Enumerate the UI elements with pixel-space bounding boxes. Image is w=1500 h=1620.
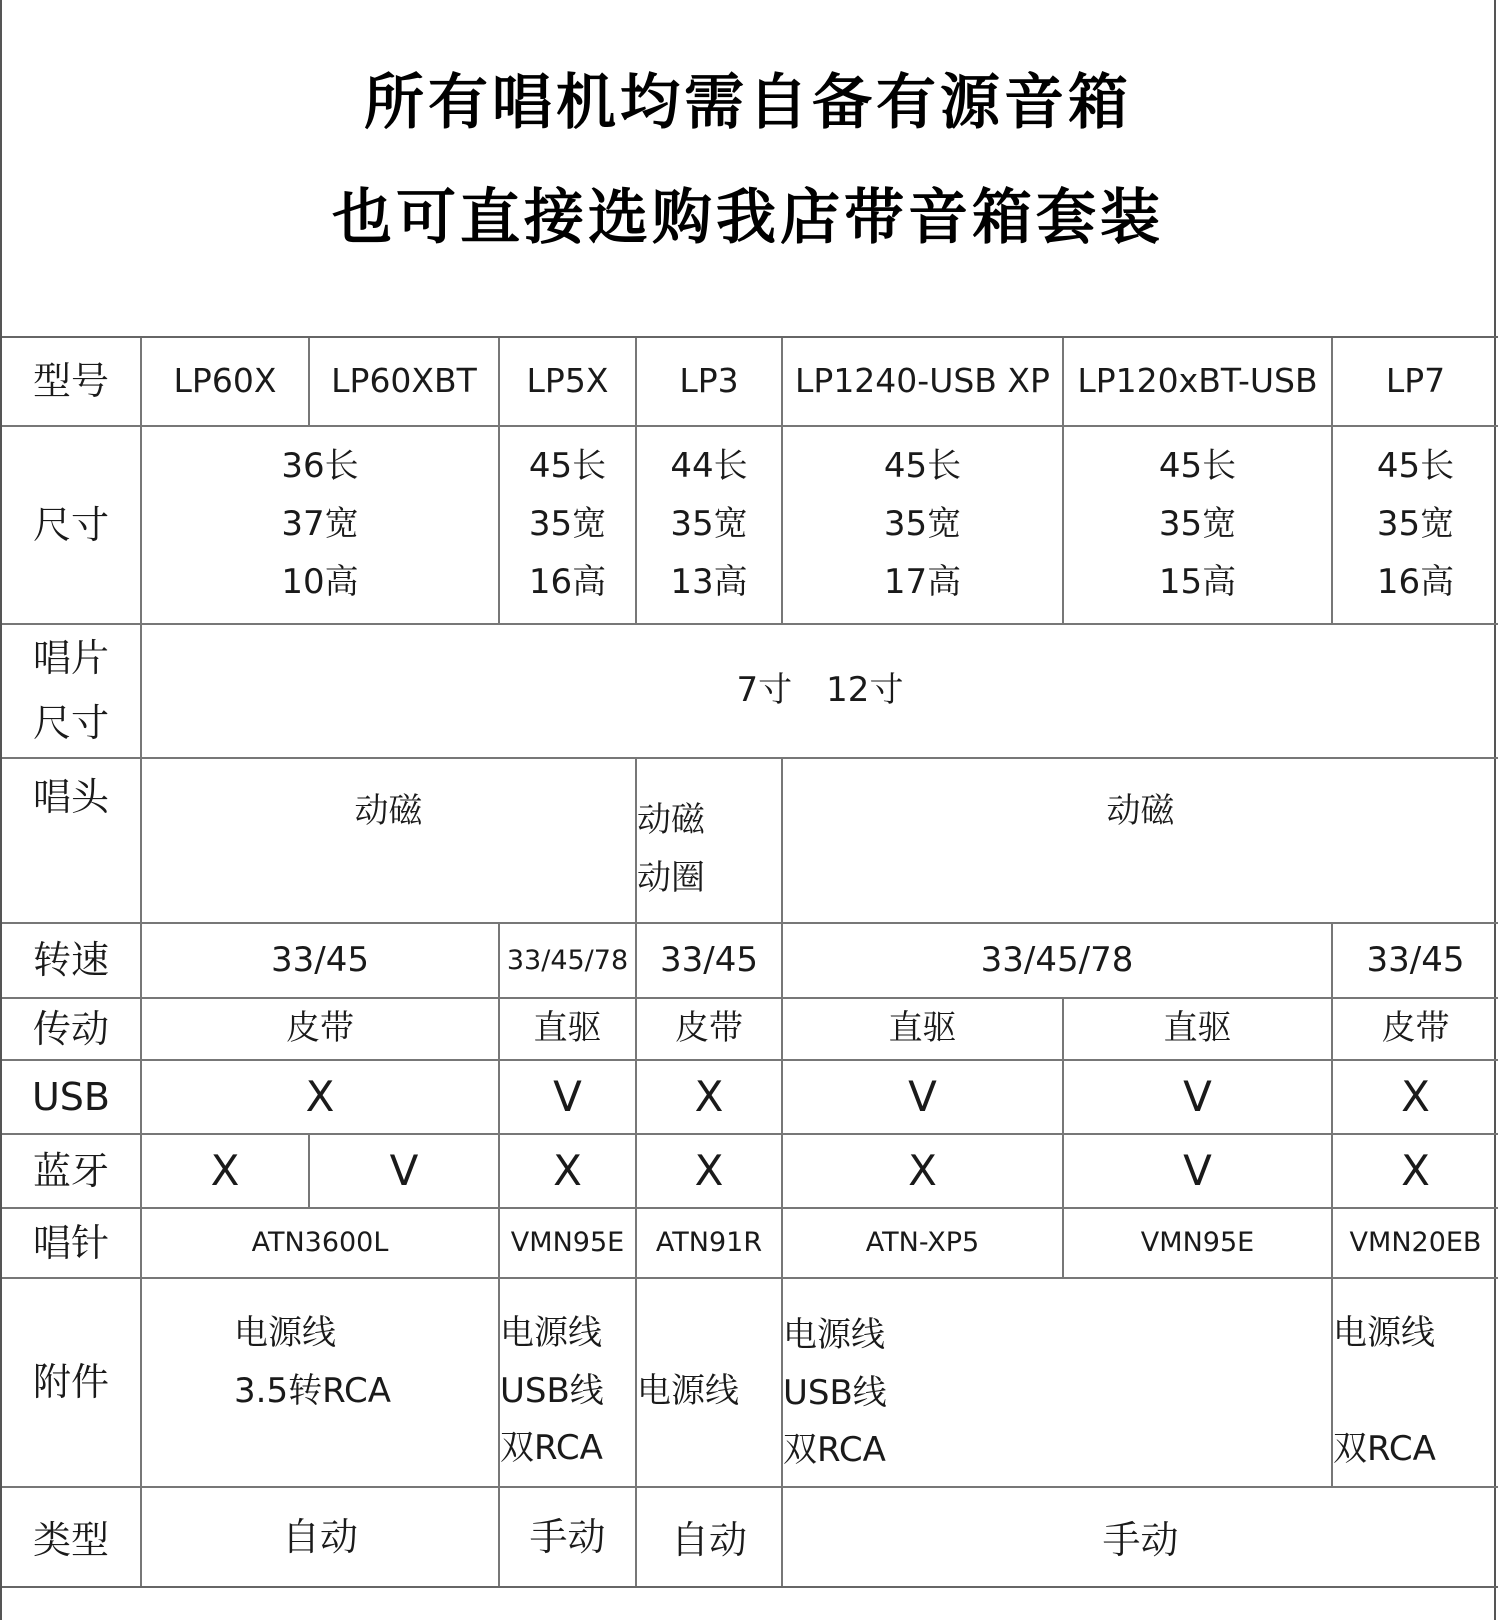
size-cell: 45长 35宽 16高 [500, 427, 637, 625]
bluetooth-cell: V [1064, 1135, 1333, 1209]
speed-cell: 33/45 [1333, 924, 1498, 999]
size-cell: 44长 35宽 13高 [637, 427, 783, 625]
label-stylus: 唱针 [2, 1209, 142, 1279]
stylus-cell: ATN-XP5 [783, 1209, 1064, 1279]
usb-cell: V [783, 1061, 1064, 1135]
speed-cell: 33/45/78 [500, 924, 637, 999]
speed-cell: 33/45 [637, 924, 783, 999]
drive-cell: 直驱 [500, 999, 637, 1061]
label-accessories: 附件 [2, 1279, 142, 1488]
stylus-cell: VMN95E [500, 1209, 637, 1279]
size-cell: 45长 35宽 17高 [783, 427, 1064, 625]
record-size-cell: 7寸 12寸 [142, 625, 1498, 759]
type-cell: 自动 [637, 1488, 783, 1586]
label-size: 尺寸 [2, 427, 142, 625]
type-cell: 手动 [500, 1488, 637, 1586]
bluetooth-cell: X [637, 1135, 783, 1209]
cartridge-cell: 动磁 动圈 [637, 759, 783, 924]
cartridge-cell: 动磁 [142, 759, 637, 924]
stylus-cell: ATN3600L [142, 1209, 500, 1279]
speed-cell: 33/45 [142, 924, 500, 999]
label-drive: 传动 [2, 999, 142, 1061]
accessories-cell: 电源线 USB线 双RCA [783, 1279, 1333, 1488]
drive-cell: 皮带 [1333, 999, 1498, 1061]
model-cell: LP60X [142, 338, 310, 427]
usb-cell: X [142, 1061, 500, 1135]
label-record-size: 唱片 尺寸 [2, 625, 142, 759]
bluetooth-cell: X [142, 1135, 310, 1209]
headline-line-1: 所有唱机均需自备有源音箱 [364, 68, 1132, 138]
drive-cell: 直驱 [1064, 999, 1333, 1061]
accessories-cell: 电源线 3.5转RCA [142, 1279, 500, 1488]
label-bluetooth: 蓝牙 [2, 1135, 142, 1209]
stylus-cell: VMN20EB [1333, 1209, 1498, 1279]
spec-table [2, 336, 1498, 1588]
label-usb: USB [2, 1061, 142, 1135]
bluetooth-cell: X [783, 1135, 1064, 1209]
bluetooth-cell: V [310, 1135, 500, 1209]
label-model: 型号 [2, 338, 142, 427]
model-cell: LP120xBT-USB [1064, 338, 1333, 427]
label-cartridge: 唱头 [2, 759, 142, 924]
headline-line-2: 也可直接选购我店带音箱套装 [332, 183, 1164, 253]
drive-cell: 皮带 [142, 999, 500, 1061]
bluetooth-cell: X [500, 1135, 637, 1209]
accessories-cell: 电源线 USB线 双RCA [500, 1279, 637, 1488]
model-cell: LP5X [500, 338, 637, 427]
label-type: 类型 [2, 1488, 142, 1586]
drive-cell: 直驱 [783, 999, 1064, 1061]
drive-cell: 皮带 [637, 999, 783, 1061]
speed-cell: 33/45/78 [783, 924, 1333, 999]
model-cell: LP3 [637, 338, 783, 427]
type-cell: 手动 [1102, 1518, 1179, 1562]
usb-cell: V [500, 1061, 637, 1135]
usb-cell: V [1064, 1061, 1333, 1135]
accessories-cell: 电源线 双RCA [1333, 1279, 1498, 1488]
bluetooth-cell: X [1333, 1135, 1498, 1209]
label-speed: 转速 [2, 924, 142, 999]
model-cell: LP1240-USB XP [783, 338, 1064, 427]
size-cell: 45长 35宽 16高 [1333, 427, 1498, 625]
stylus-cell: VMN95E [1064, 1209, 1333, 1279]
accessories-cell: 电源线 [637, 1279, 783, 1488]
type-cell: 自动 [142, 1488, 500, 1586]
usb-cell: X [1333, 1061, 1498, 1135]
size-cell: 45长 35宽 15高 [1064, 427, 1333, 625]
model-cell: LP7 [1333, 338, 1498, 427]
size-cell: 36长 37宽 10高 [142, 427, 500, 625]
cartridge-cell: 动磁 [783, 759, 1498, 924]
model-cell: LP60XBT [310, 338, 500, 427]
usb-cell: X [637, 1061, 783, 1135]
stylus-cell: ATN91R [637, 1209, 783, 1279]
